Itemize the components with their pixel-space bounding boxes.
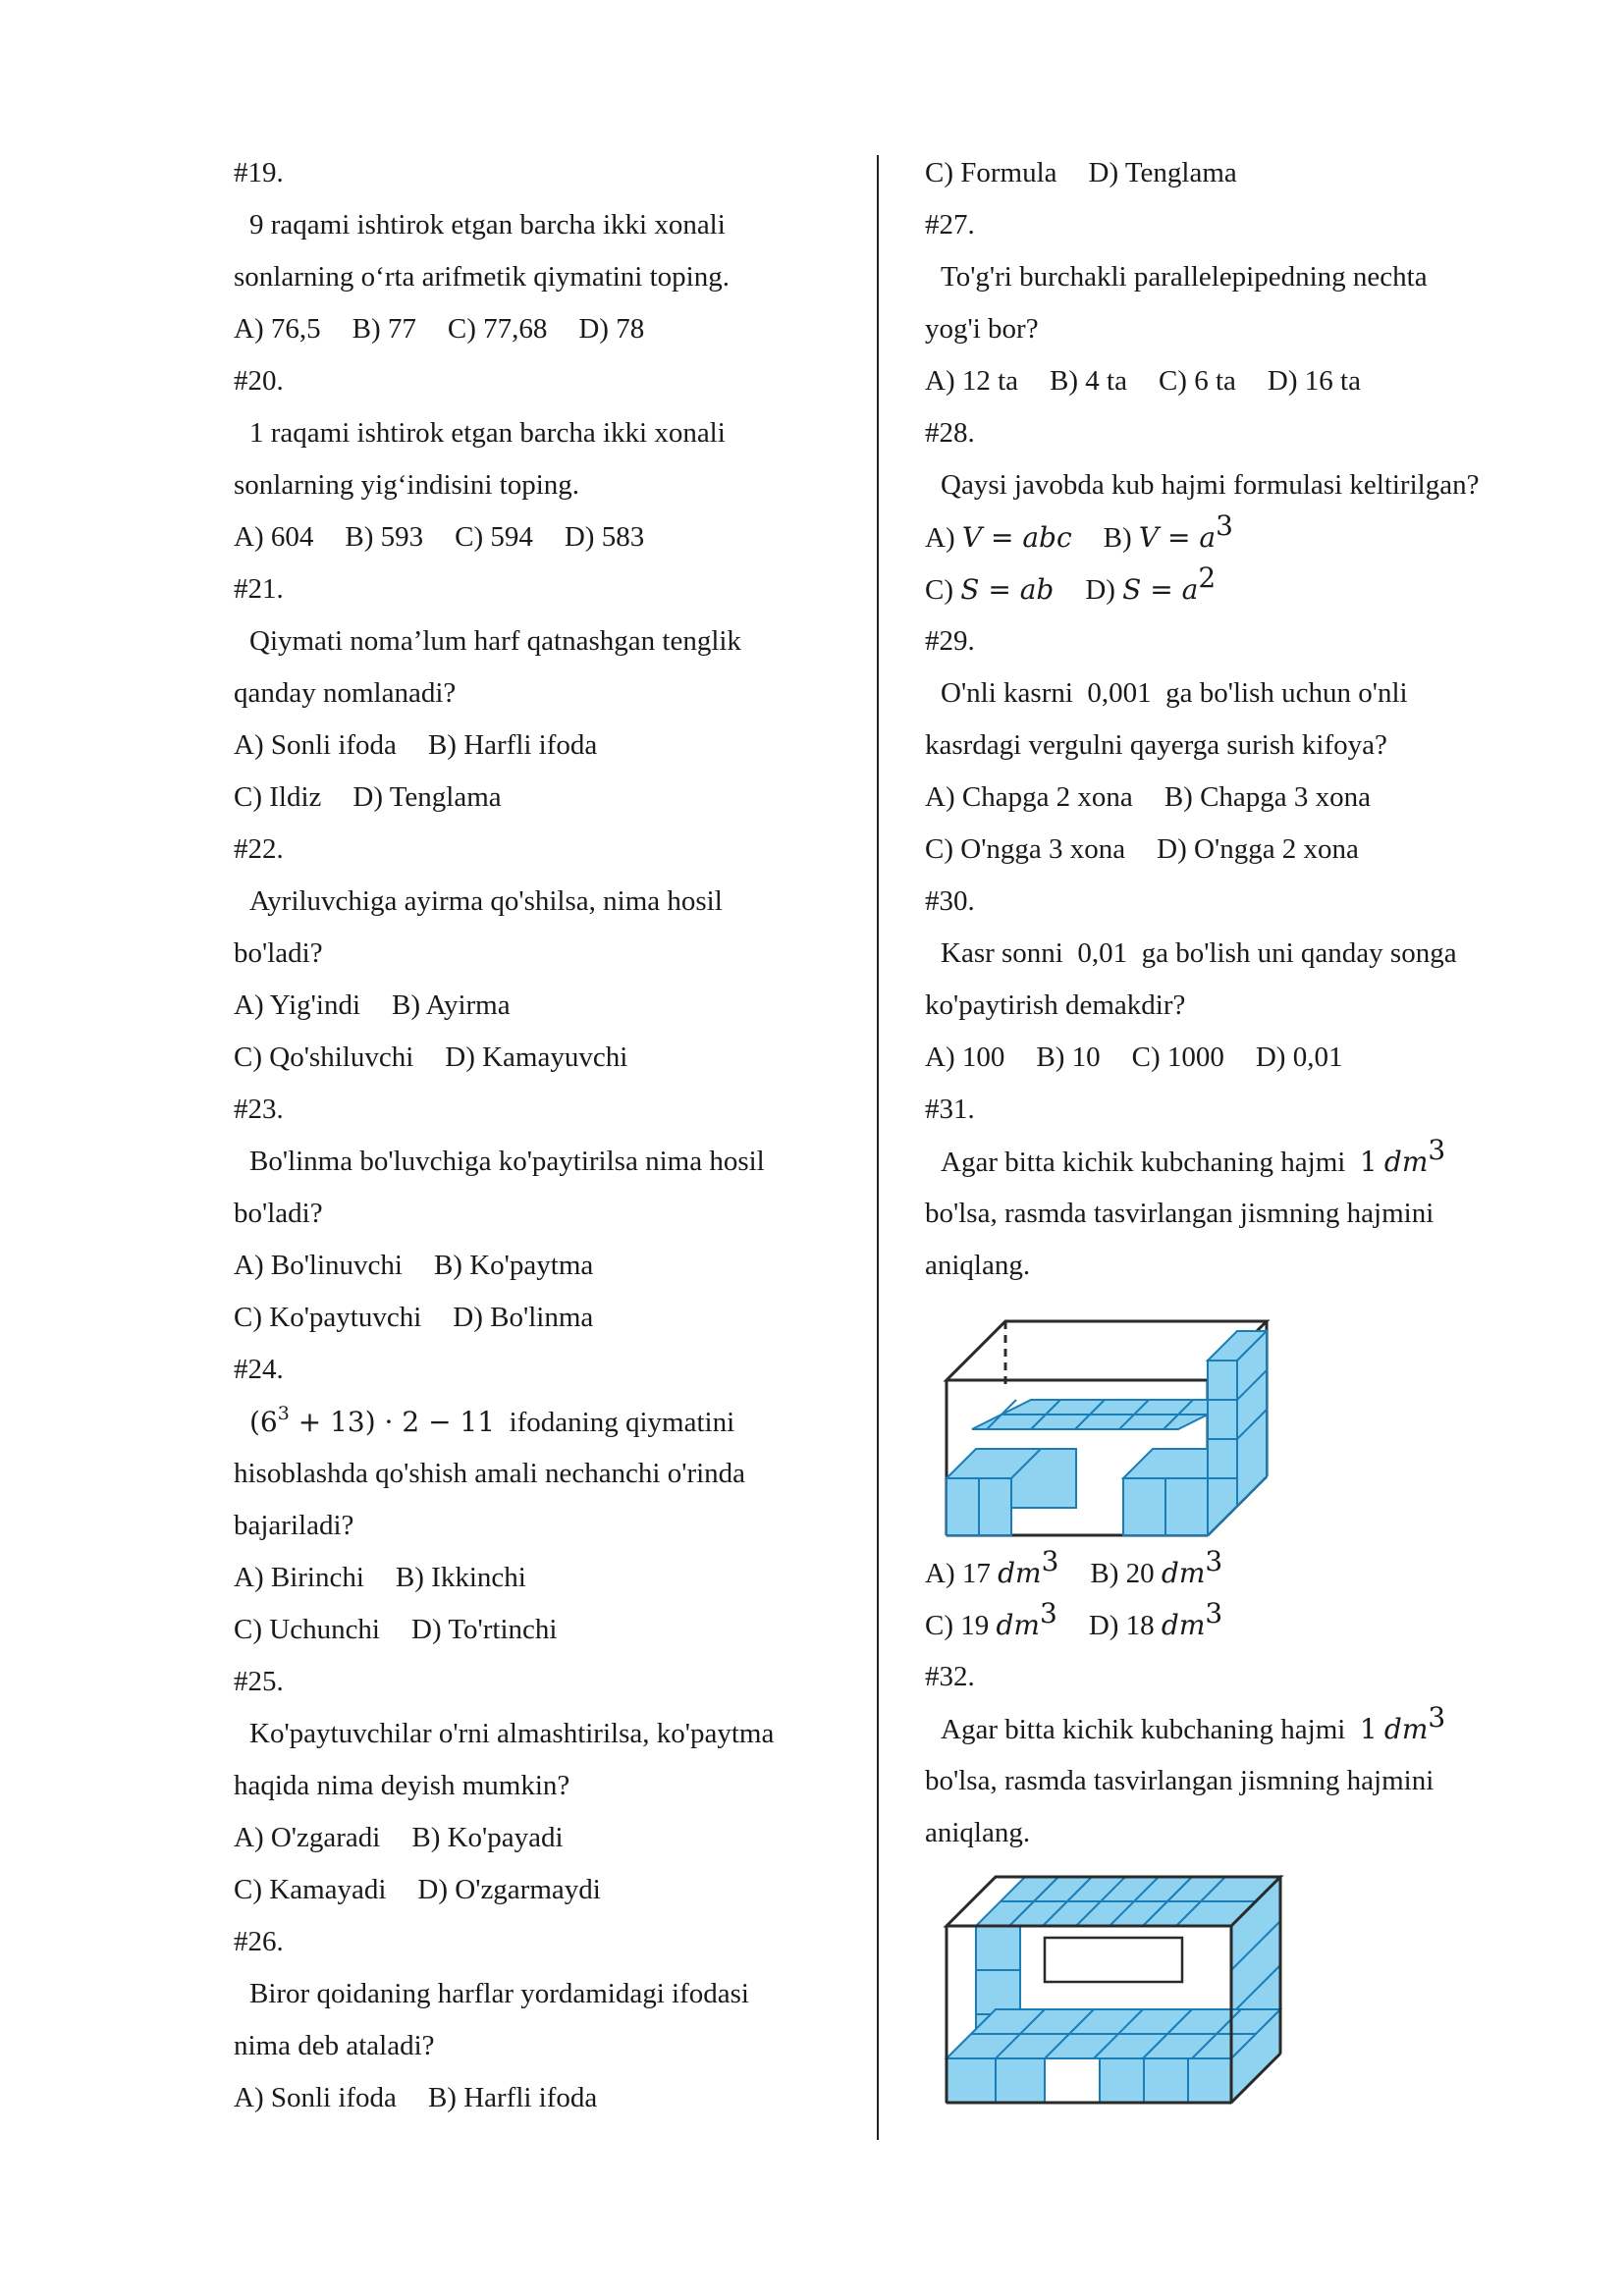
question-text: kasrdagi vergulni qayerga surish kifoya? (925, 729, 1387, 761)
option-c: C) 594 (455, 521, 533, 553)
question-text: aniqlang. (925, 1250, 1031, 1281)
math-expression: $(6^3 + 13) \cdot 2 - 11$ (249, 1403, 496, 1438)
question-text: To'g'ri burchakli parallelepipedning nechta (941, 261, 1428, 293)
option-b: B) Ko'paytma (433, 1250, 594, 1281)
cube-figure-32 (925, 1859, 1534, 2124)
question-text: ko'paytirish demakdir? (925, 989, 1186, 1021)
option-a: A) Bo'linuvchi (234, 1250, 403, 1281)
option-a: A) Birinchi (234, 1562, 364, 1593)
question-text: bo'ladi? (234, 937, 323, 969)
answer-options (234, 1864, 862, 1916)
question-text: bo'lsa, rasmda tasvirlangan jismning hajmini (925, 1765, 1435, 1796)
question-31 (925, 1084, 1534, 1651)
option-b: B) Ikkinchi (395, 1562, 526, 1593)
option-c: C) O'ngga 3 xona (925, 833, 1126, 865)
option-a: A) 604 (234, 521, 314, 553)
option-d: D) Bo'linma (453, 1302, 594, 1333)
answer-options (925, 1547, 1534, 1599)
question-text: bo'ladi? (234, 1198, 323, 1229)
question-19 (234, 147, 862, 355)
right-column (925, 147, 1534, 2124)
question-text: bo'lsa, rasmda tasvirlangan jismning hajmini (925, 1198, 1435, 1229)
cube-solid-illustration (943, 1302, 1276, 1547)
question-number: #29. (925, 625, 975, 657)
question-23 (234, 1084, 862, 1344)
option-c: C) Ildiz (234, 781, 322, 813)
option-b: B) Ko'payadi (411, 1822, 564, 1853)
question-20 (234, 355, 862, 563)
question-number: #24. (234, 1354, 284, 1385)
question-text: Bo'linma bo'luvchiga ko'paytirilsa nima hosil (249, 1146, 765, 1177)
answer-options (925, 147, 1534, 199)
option-d: D) 18 $dm^3$ (1088, 1597, 1223, 1641)
option-a: A) V = abc (925, 521, 1072, 554)
answer-options (234, 511, 862, 563)
question-text: 1 raqami ishtirok etgan barcha ikki xonali (249, 417, 726, 449)
option-a: A) O'zgaradi (234, 1822, 381, 1853)
question-number: #31. (925, 1094, 975, 1125)
left-column (234, 147, 862, 2124)
answer-options (234, 1032, 862, 1084)
option-a: A) Yig'indi (234, 989, 361, 1021)
option-d: D) Tenglama (352, 781, 502, 813)
question-text: haqida nima deyish mumkin? (234, 1770, 570, 1801)
option-c: C) Formula (925, 157, 1057, 188)
question-text: sonlarning yig‘indisini toping. (234, 469, 580, 501)
column-divider (877, 155, 879, 2140)
question-number: #25. (234, 1666, 284, 1697)
question-number: #22. (234, 833, 284, 865)
option-d: D) O'zgarmaydi (417, 1874, 601, 1905)
option-a: A) 12 ta (925, 365, 1019, 397)
question-number: #32. (925, 1661, 975, 1692)
answer-options (925, 824, 1534, 876)
question-text: Qaysi javobda kub hajmi formulasi keltirilgan? (941, 469, 1480, 501)
question-text: hisoblashda qo'shish amali nechanchi o'rinda (234, 1458, 746, 1489)
question-number: #20. (234, 365, 284, 397)
question-22 (234, 824, 862, 1084)
question-text: O'nli kasrni 0,001 ga bo'lish uchun o'nli (941, 677, 1408, 709)
answer-options (234, 1292, 862, 1344)
option-d: D) Kamayuvchi (445, 1041, 628, 1073)
option-c: C) Kamayadi (234, 1874, 387, 1905)
option-b: B) 77 (352, 313, 416, 345)
question-text: $(6^3 + 13) \cdot 2 - 11$ ifodaning qiymatini (249, 1403, 735, 1438)
question-text: aniqlang. (925, 1817, 1031, 1848)
question-number: #28. (925, 417, 975, 449)
answer-options (234, 720, 862, 772)
answer-options (234, 1552, 862, 1604)
question-text: Ko'paytuvchilar o'rni almashtirilsa, ko'paytma (249, 1718, 775, 1749)
question-29 (925, 615, 1534, 876)
question-text: qanday nomlanadi? (234, 677, 457, 709)
question-text: Kasr sonni 0,01 ga bo'lish uni qanday songa (941, 937, 1457, 969)
question-text: nima deb ataladi? (234, 2030, 435, 2061)
answer-options (925, 1032, 1534, 1084)
option-a: A) 76,5 (234, 313, 321, 345)
question-30 (925, 876, 1534, 1084)
option-b: B) 593 (345, 521, 424, 553)
answer-options (234, 980, 862, 1032)
answer-options (925, 772, 1534, 824)
option-d: D) 16 ta (1267, 365, 1361, 397)
option-a: A) 100 (925, 1041, 1005, 1073)
option-c: C) 19 $dm^3$ (925, 1597, 1057, 1641)
cube-figure-31 (925, 1292, 1534, 1547)
question-32 (925, 1651, 1534, 2124)
question-21 (234, 563, 862, 824)
option-c: C) 77,68 (447, 313, 548, 345)
option-d: D) To'rtinchi (411, 1614, 558, 1645)
question-text: yog'i bor? (925, 313, 1039, 345)
question-27 (925, 199, 1534, 407)
option-d: D) $S = a^2$ (1085, 561, 1217, 606)
cube-frame-illustration (943, 1869, 1286, 2124)
question-text: Agar bitta kichik kubchaning hajmi 1 $dm^3$ (941, 1701, 1446, 1745)
question-number: #30. (925, 885, 975, 917)
option-c: C) Uchunchi (234, 1614, 380, 1645)
option-a: A) Sonli ifoda (234, 2082, 397, 2113)
option-a: A) 17 $dm^3$ (925, 1545, 1059, 1589)
question-number: #21. (234, 573, 284, 605)
option-b: B) $V = a^3$ (1103, 509, 1233, 554)
question-26 (234, 1916, 862, 2124)
option-d: D) Tenglama (1088, 157, 1237, 188)
option-b: B) 4 ta (1050, 365, 1127, 397)
option-c: C) S = ab (925, 573, 1055, 606)
answer-options (234, 1604, 862, 1656)
question-text: Qiymati noma’lum harf qatnashgan tenglik (249, 625, 741, 657)
question-number: #19. (234, 157, 284, 188)
question-text: bajariladi? (234, 1510, 354, 1541)
question-number: #27. (925, 209, 975, 240)
question-text: 9 raqami ishtirok etgan barcha ikki xonali (249, 209, 726, 240)
option-a: A) Sonli ifoda (234, 729, 397, 761)
option-b: B) 20 $dm^3$ (1090, 1545, 1223, 1589)
question-text: Biror qoidaning harflar yordamidagi ifodasi (249, 1978, 749, 2009)
option-b: B) Ayirma (392, 989, 511, 1021)
question-28 (925, 407, 1534, 615)
option-c: C) Ko'paytuvchi (234, 1302, 422, 1333)
option-d: D) 583 (564, 521, 645, 553)
option-d: D) O'ngga 2 xona (1157, 833, 1359, 865)
answer-options (234, 303, 862, 355)
question-24 (234, 1344, 862, 1656)
question-text: sonlarning o‘rta arifmetik qiymatini toping. (234, 261, 730, 293)
answer-options (925, 1599, 1534, 1651)
option-b: B) Harfli ifoda (427, 2082, 598, 2113)
answer-options (234, 2072, 862, 2124)
option-c: C) 6 ta (1158, 365, 1236, 397)
question-text: Ayriluvchiga ayirma qo'shilsa, nima hosil (249, 885, 723, 917)
answer-options (925, 563, 1534, 615)
answer-options (234, 1812, 862, 1864)
option-b: B) 10 (1036, 1041, 1101, 1073)
question-number: #26. (234, 1926, 284, 1957)
option-d: D) 0,01 (1255, 1041, 1343, 1073)
question-25 (234, 1656, 862, 1916)
option-c: C) 1000 (1131, 1041, 1224, 1073)
answer-options (925, 511, 1534, 563)
option-b: B) Harfli ifoda (427, 729, 598, 761)
answer-options (925, 355, 1534, 407)
question-text: Agar bitta kichik kubchaning hajmi 1 $dm^3$ (941, 1134, 1446, 1178)
question-number: #23. (234, 1094, 284, 1125)
option-d: D) 78 (578, 313, 645, 345)
option-a: A) Chapga 2 xona (925, 781, 1133, 813)
option-b: B) Chapga 3 xona (1164, 781, 1372, 813)
answer-options (234, 772, 862, 824)
option-c: C) Qo'shiluvchi (234, 1041, 414, 1073)
answer-options (234, 1240, 862, 1292)
